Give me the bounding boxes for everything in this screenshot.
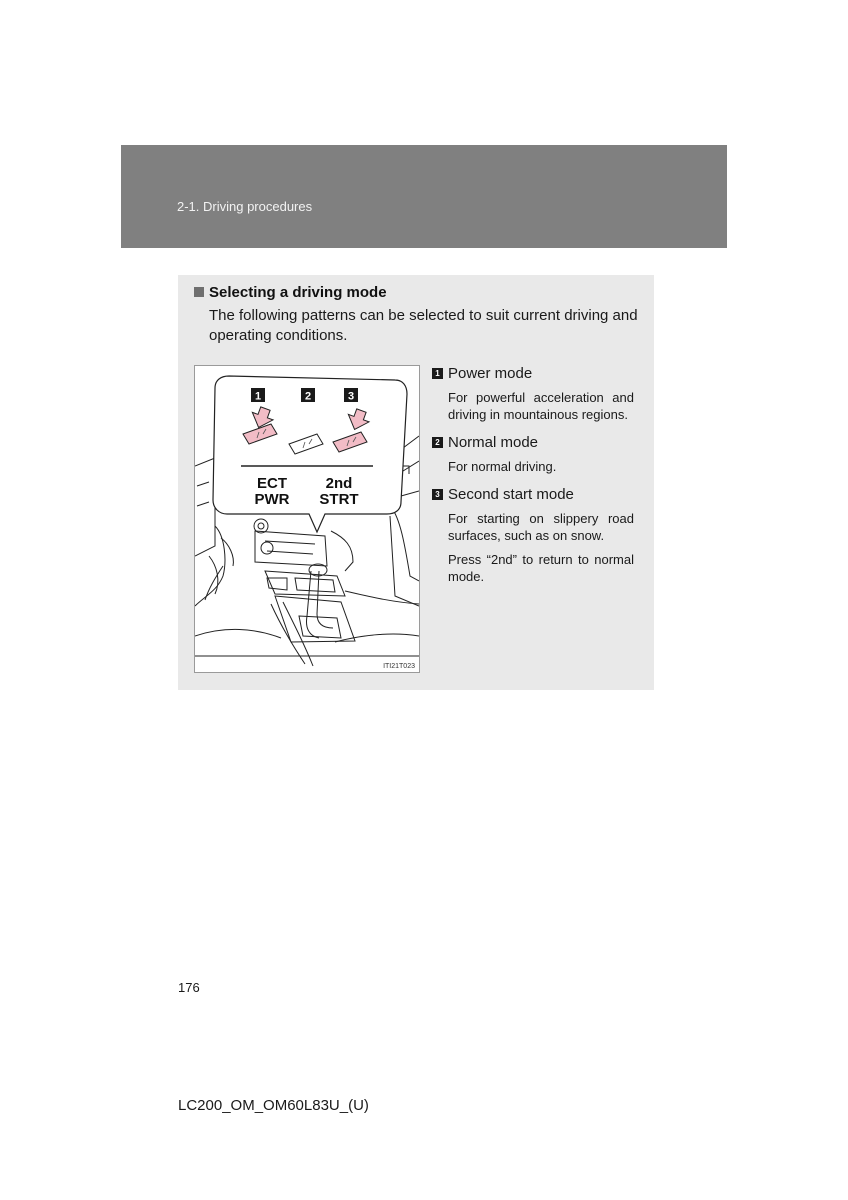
intro-text: The following patterns can be selected to suit current driving and operating conditions. [209, 307, 638, 344]
mode-number-3: 3 [432, 489, 443, 500]
switch-label-ect: ECT [257, 475, 287, 492]
section-heading-text: Selecting a driving mode [209, 284, 387, 301]
dashboard-diagram [195, 366, 419, 672]
illustration-code: ITI21T023 [383, 663, 415, 670]
callout-3-number: 3 [347, 390, 355, 403]
mode-number-2: 2 [432, 437, 443, 448]
mode-item-normal [432, 432, 634, 475]
square-bullet-icon [194, 287, 204, 297]
section-label: 2-1. Driving procedures [177, 199, 313, 214]
content-box [178, 275, 654, 690]
mode-desc-power: For powerful acceleration and driving in mountainous regions. [448, 390, 634, 422]
header-band [121, 145, 727, 248]
mode-desc-second-start-return: Press “2nd” to return to normal mode. [448, 552, 634, 584]
callout-2-number: 2 [304, 390, 312, 403]
mode-item-power [432, 363, 634, 423]
mode-number-1: 1 [432, 368, 443, 379]
mode-item-second-start [432, 484, 634, 585]
drive-mode-switch-illustration [194, 365, 420, 673]
mode-desc-second-start: For starting on slippery road surfaces, such as on snow. [448, 511, 634, 543]
switch-label-strt: STRT [319, 491, 359, 508]
mode-desc-normal: For normal driving. [448, 459, 557, 474]
section-heading [194, 284, 387, 301]
mode-list [432, 363, 634, 594]
mode-title-normal: Normal mode [448, 433, 539, 451]
switch-label-2nd: 2nd [325, 475, 353, 492]
switch-label-pwr: PWR [254, 491, 290, 508]
document-code: LC200_OM_OM60L83U_(U) [178, 1097, 369, 1114]
page-number: 176 [178, 980, 200, 995]
mode-title-power: Power mode [448, 364, 533, 382]
callout-1-number: 1 [254, 390, 262, 403]
mode-title-second-start: Second start mode [448, 485, 574, 503]
